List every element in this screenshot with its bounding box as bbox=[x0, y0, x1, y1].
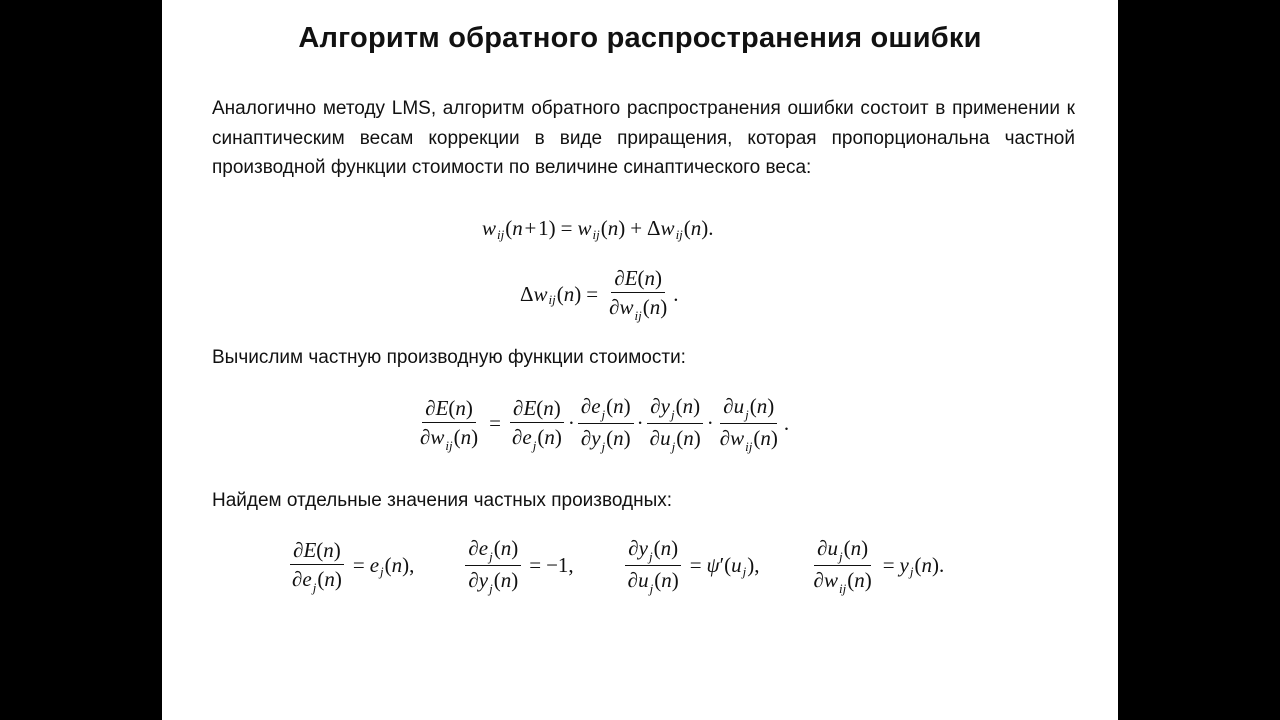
partial-derivatives-formula: $\frac{\partial E(n)}{\partial e_j(n)}$ = e j ( n ), $\frac{\partial e_j(n)}{\partial y_j(n)}$ = −1, $\frac{\partial y_j(n)}{\partial u_j(n)}$ = ψ ′( u j ), $\frac{\partial u_j(n)}{\partial w_{ij}(n)}$ = y j ( n ). bbox=[292, 536, 945, 596]
weight-delta-formula: Δ w ij ( n ) = $\frac{\partial E(n)}{\partial w_{ij}(n)}$ . bbox=[520, 266, 679, 323]
intro-paragraph: Аналогично методу LMS, алгоритм обратного распространения ошибки состоит в применении к синаптическим весам коррекции в виде приращения, которая пропорциональна частной производной функции стоимости по величине синаптического веса: bbox=[212, 98, 1075, 178]
fraction-dE-dw: $\frac{\partial E(n)}{\partial w_{ij}(n)}$ bbox=[609, 266, 668, 323]
slide bbox=[162, 0, 1118, 720]
partials-paragraph: Найдем отдельные значения частных производных: bbox=[212, 490, 672, 511]
slide-title: Алгоритм обратного распространения ошибки bbox=[298, 22, 982, 54]
derivative-paragraph: Вычислим частную производную функции стоимости: bbox=[212, 347, 686, 368]
chain-rule-formula: $\frac{\partial E(n)}{\partial w_{ij}(n)}$ = $\frac{\partial E(n)}{\partial e_j(n)}$ · $\frac{\partial e_j(n)}{\partial y_j(n)}$ · $\frac{\partial y_j(n)}{\partial u_j(n)}$ · $\frac{\partial u_j(n)}{\partial w_{ij}(n)}$ . bbox=[420, 394, 790, 454]
weight-update-formula: w ij ( n + 1) = w ij ( n ) + Δ w ij ( n ). bbox=[482, 216, 714, 242]
